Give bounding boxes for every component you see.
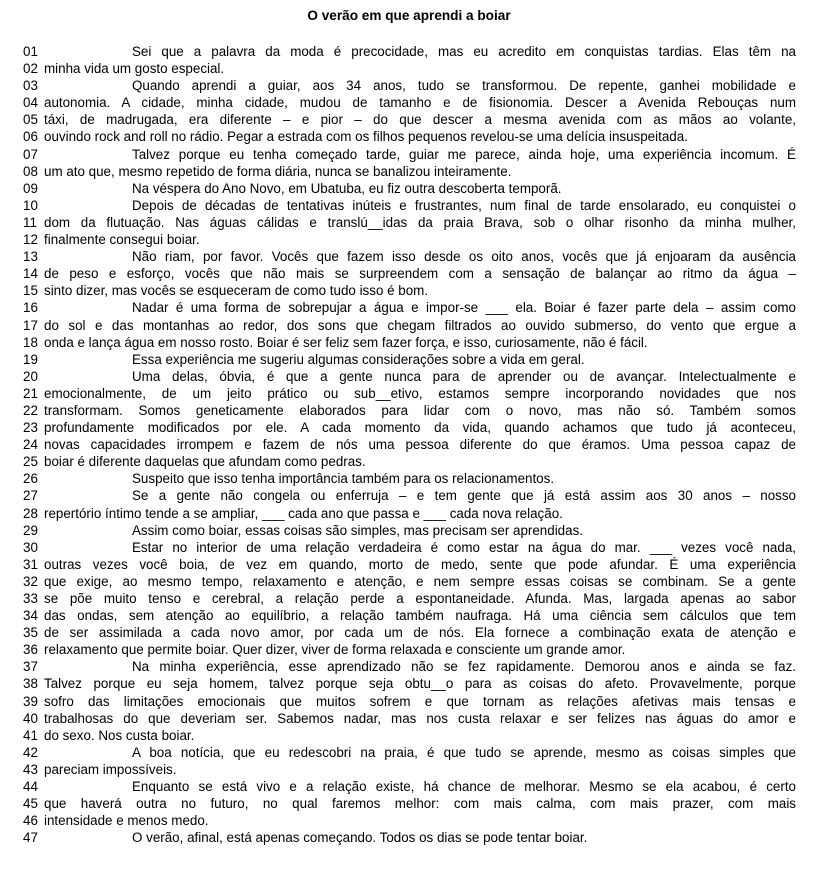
line-text: Talvez porque eu tenha começado tarde, guiar me parece, ainda hoje, uma experiência incomum. É	[132, 146, 796, 162]
line-text: Uma delas, óbvia, é que a gente nunca para de aprender ou de avançar. Intelectualmente e	[132, 368, 796, 384]
text-line	[0, 727, 818, 744]
line-number: 41	[23, 727, 38, 743]
text-body	[0, 43, 818, 846]
line-number: 23	[23, 420, 38, 436]
line-number: 35	[23, 625, 38, 641]
line-number: 46	[23, 813, 38, 829]
text-line	[0, 812, 818, 829]
text-line	[0, 710, 818, 727]
line-text: Sei que a palavra da moda é precocidade, mas eu acredito em conquistas tardias. Elas têm na	[132, 44, 796, 59]
line-text: Essa experiência me sugeriu algumas considerações sobre a vida em geral.	[132, 351, 585, 367]
line-number: 14	[23, 266, 38, 282]
text-line	[0, 317, 818, 334]
line-text: repertório íntimo tende a se ampliar, ___ cada ano que passa e ___ cada nova relação.	[44, 505, 563, 521]
text-line	[0, 470, 818, 487]
line-number: 07	[23, 146, 38, 162]
text-line	[0, 146, 818, 163]
line-text: um ato que, mesmo repetido de forma diária, nunca se banalizou inteiramente.	[44, 163, 512, 179]
line-number: 26	[23, 471, 38, 487]
line-text: emocionalmente, de um jeito prático ou sub__etivo, estamos sempre incorporando novidades que nos	[44, 385, 796, 401]
line-number: 27	[23, 488, 38, 504]
line-text: novas capacidades irrompem e fazem de nós uma pessoa diferente do que éramos. Uma pessoa capaz de	[44, 437, 796, 453]
text-line	[0, 60, 818, 77]
line-text: profundamente modificados por ele. A cada momento da vida, quando achamos que tudo já aconteceu,	[44, 420, 796, 436]
line-text: O verão, afinal, está apenas começando. Todos os dias se pode tentar boiar.	[132, 830, 588, 846]
text-line	[0, 419, 818, 436]
line-number: 01	[23, 44, 38, 59]
line-text: do sol e das montanhas ao redor, dos sons que chegam filtrados ao ouvido submerso, do vento que ergue a	[44, 317, 796, 333]
line-number: 06	[23, 129, 38, 145]
line-number: 18	[23, 334, 38, 350]
text-line	[0, 607, 818, 624]
line-number: 19	[23, 351, 38, 367]
text-line	[0, 231, 818, 248]
line-text: Enquanto se está vivo e a relação existe, há chance de melhorar. Mesmo se ela acabou, é certo	[132, 779, 796, 795]
text-line	[0, 829, 818, 846]
text-line	[0, 590, 818, 607]
text-line	[0, 675, 818, 692]
line-text: das ondas, sem atenção ao equilíbrio, a relação também naufraga. Há uma ciência sem cálculos que tem	[44, 608, 796, 624]
line-number: 22	[23, 402, 38, 418]
line-text: finalmente consegui boiar.	[44, 232, 200, 248]
text-line	[0, 163, 818, 180]
line-text: autonomia. A cidade, minha cidade, mudou de tamanho e de fisionomia. Descer a Avenida Rebouças num	[44, 95, 796, 111]
line-number: 20	[23, 368, 38, 384]
line-number: 04	[23, 95, 38, 111]
line-text: Se a gente não congela ou enferruja – e tem gente que já está assim aos 30 anos – nosso	[132, 488, 796, 504]
line-number: 32	[23, 573, 38, 589]
line-number: 10	[23, 197, 38, 213]
line-text: táxi, de madrugada, era diferente – e pior – do que descer a mesma avenida com as mãos ao volante,	[44, 112, 796, 128]
text-line	[0, 197, 818, 214]
text-line	[0, 111, 818, 128]
text-line	[0, 641, 818, 658]
line-number: 40	[23, 710, 38, 726]
line-number: 16	[23, 300, 38, 316]
text-line	[0, 214, 818, 231]
text-line	[0, 402, 818, 419]
line-text: Na minha experiência, esse aprendizado não se fez rapidamente. Demorou anos e ainda se faz.	[132, 659, 796, 675]
line-text: boiar é diferente daquelas que afundam como pedras.	[44, 454, 366, 470]
line-number: 28	[23, 505, 38, 521]
line-text: se põe muito tenso e cerebral, a relação perde a espontaneidade. Afunda. Mas, largada apenas ao sabor	[44, 591, 796, 606]
text-line	[0, 265, 818, 282]
line-number: 44	[23, 779, 38, 795]
line-number: 36	[23, 642, 38, 658]
line-number: 21	[23, 385, 38, 401]
line-number: 33	[23, 591, 38, 606]
text-line	[0, 556, 818, 573]
text-line	[0, 487, 818, 504]
line-text: sinto dizer, mas vocês se esqueceram de como tudo isso é bom.	[44, 283, 429, 299]
line-text: onda e lança água em nosso rosto. Boiar é ser feliz sem fazer força, e isso, curiosamente, não é fácil.	[44, 334, 648, 350]
line-text: Estar no interior de uma relação verdadeira é como estar na água do mar. ___ vezes você nada,	[132, 539, 796, 555]
text-line	[0, 43, 818, 60]
line-text: Quando aprendi a guiar, aos 34 anos, tudo se transformou. De repente, ganhei mobilidade e	[132, 78, 796, 94]
text-line	[0, 539, 818, 556]
text-line	[0, 77, 818, 94]
text-line	[0, 436, 818, 453]
line-number: 34	[23, 608, 38, 624]
text-line	[0, 522, 818, 539]
line-text: Assim como boiar, essas coisas são simples, mas precisam ser aprendidas.	[132, 522, 583, 538]
line-text: que haverá outra no futuro, no qual faremos melhor: com mais calma, com mais prazer, com mais	[44, 796, 796, 812]
line-text: dom da flutuação. Nas águas cálidas e translú__idas da praia Brava, sob o olhar risonho da minha mulher,	[44, 214, 796, 230]
line-number: 17	[23, 317, 38, 333]
line-text: relaxamento que permite boiar. Quer dizer, viver de forma relaxada e consciente um grande amor.	[44, 642, 626, 658]
text-line	[0, 453, 818, 470]
line-number: 11	[23, 214, 37, 230]
line-number: 37	[23, 659, 38, 675]
text-line	[0, 761, 818, 778]
line-text: de peso e esforço, vocês que não mais se surpreendem com a sensação de balançar ao ritmo da água –	[44, 266, 796, 282]
text-line	[0, 248, 818, 265]
line-text: Depois de décadas de tentativas inúteis e frustrantes, num final de tarde ensolarado, eu conquistei o	[132, 197, 796, 213]
line-text: sofro das limitações emocionais que muitos sofrem e que tornam as relações afetivas mais tensas e	[44, 693, 796, 709]
line-number: 31	[23, 556, 38, 572]
text-line	[0, 658, 818, 675]
line-number: 12	[23, 232, 38, 248]
line-number: 03	[23, 78, 38, 94]
line-text: transformam. Somos geneticamente elaborados para lidar com o novo, mas não só. Também somos	[44, 402, 796, 418]
line-text: Suspeito que isso tenha importância também para os relacionamentos.	[132, 471, 555, 487]
line-number: 15	[23, 283, 38, 299]
document-title: O verão em que aprendi a boiar	[307, 8, 511, 23]
text-line	[0, 505, 818, 522]
line-number: 42	[23, 744, 38, 760]
line-number: 05	[23, 112, 38, 128]
line-number: 39	[23, 693, 38, 709]
line-number: 13	[23, 249, 38, 265]
line-text: que exige, ao mesmo tempo, relaxamento e atenção, e nem sempre essas coisas se combinam. Se a gente	[44, 573, 796, 589]
text-line	[0, 795, 818, 812]
text-line	[0, 368, 818, 385]
line-text: A boa notícia, que eu redescobri na praia, é que tudo se aprende, mesmo as coisas simples que	[132, 744, 796, 760]
line-number: 29	[23, 522, 38, 538]
text-line	[0, 94, 818, 111]
text-line	[0, 180, 818, 197]
line-number: 24	[23, 437, 38, 453]
line-text: Não riam, por favor. Vocês que fazem isso desde os oito anos, vocês que já enjoaram da ausência	[132, 249, 796, 265]
text-line	[0, 385, 818, 402]
line-text: trabalhosas do que deveriam ser. Sabemos nadar, mas nos custa relaxar e ser felizes nas águas do amor e	[44, 710, 796, 726]
line-number: 08	[23, 163, 38, 179]
line-number: 45	[23, 796, 38, 812]
line-text: minha vida um gosto especial.	[44, 61, 225, 77]
line-number: 38	[23, 676, 38, 692]
line-text: intensidade e menos medo.	[44, 813, 209, 829]
line-text: Nadar é uma forma de sobrepujar a água e impor-se ___ ela. Boiar é fazer parte dela – assim como	[132, 300, 796, 316]
text-line	[0, 128, 818, 145]
line-text: Talvez porque eu seja homem, talvez porque seja obtu__o para as coisas do afeto. Provavelmente, porque	[44, 676, 796, 692]
line-number: 30	[23, 539, 38, 555]
text-line	[0, 351, 818, 368]
line-text: pareciam impossíveis.	[44, 761, 177, 777]
line-text: outras vezes você boia, de vez em quando, morto de medo, sente que pode afundar. É uma experiência	[44, 556, 796, 572]
text-line	[0, 778, 818, 795]
text-line	[0, 299, 818, 316]
text-line	[0, 282, 818, 299]
text-line	[0, 573, 818, 590]
line-number: 02	[23, 61, 38, 77]
text-line	[0, 334, 818, 351]
line-text: ouvindo rock and roll no rádio. Pegar a estrada com os filhos pequenos revelou-se uma delícia insuspeitada.	[44, 129, 688, 145]
line-text: do sexo. Nos custa boiar.	[44, 727, 195, 743]
text-line	[0, 693, 818, 710]
line-number: 43	[23, 761, 38, 777]
line-text: de ser assimilada a cada novo amor, por cada um de nós. Ela fornece a combinação exata de atenção e	[44, 625, 796, 641]
line-number: 09	[23, 180, 38, 196]
line-number: 47	[23, 830, 38, 846]
line-text: Na véspera do Ano Novo, em Ubatuba, eu fiz outra descoberta temporã.	[132, 180, 562, 196]
text-line	[0, 624, 818, 641]
text-line	[0, 744, 818, 761]
line-number: 25	[23, 454, 38, 470]
